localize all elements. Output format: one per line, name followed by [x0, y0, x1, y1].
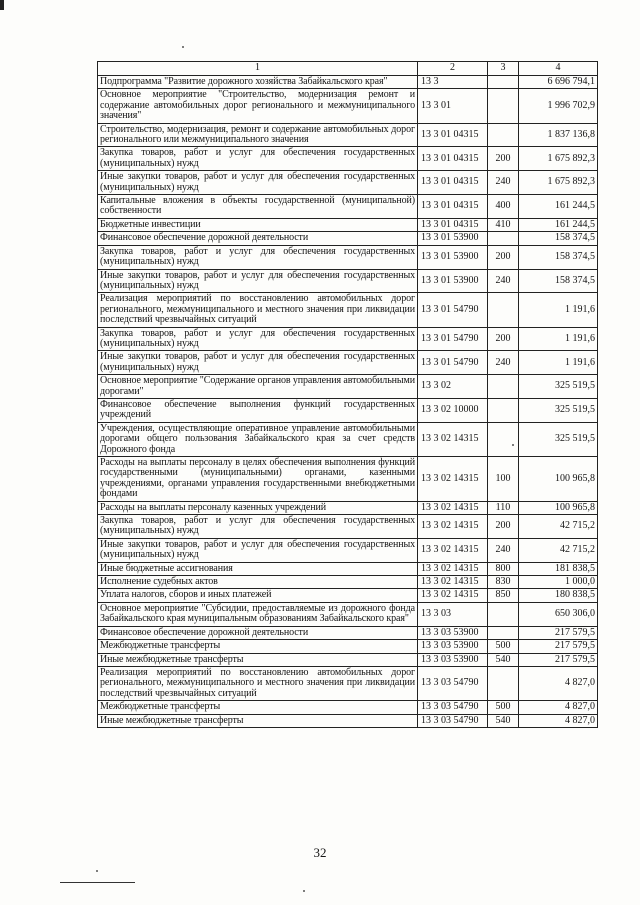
row-amount-cell: 180 838,5 — [519, 589, 598, 602]
row-code-cell: 13 3 02 14315 — [418, 457, 488, 502]
table-row — [98, 589, 598, 602]
row-code-cell: 13 3 03 53900 — [418, 640, 488, 653]
row-expense-type-cell: 500 — [488, 640, 519, 653]
row-amount-cell: 1 191,6 — [519, 327, 598, 351]
row-name-cell: Иные закупки товаров, работ и услуг для обеспечения государственных (муниципальных) нужд — [98, 351, 418, 375]
scan-speck — [303, 890, 305, 892]
header-col-1: 1 — [98, 62, 418, 76]
row-name-cell: Иные бюджетные ассигнования — [98, 562, 418, 575]
header-col-4: 4 — [519, 62, 598, 76]
row-code-cell: 13 3 01 53900 — [418, 269, 488, 293]
row-expense-type-cell — [488, 398, 519, 422]
table-row — [98, 666, 598, 700]
row-code-cell: 13 3 01 54790 — [418, 327, 488, 351]
row-expense-type-cell: 240 — [488, 269, 519, 293]
row-expense-type-cell — [488, 602, 519, 626]
row-name-cell: Закупка товаров, работ и услуг для обеспечения государственных (муниципальных) нужд — [98, 327, 418, 351]
table-row — [98, 245, 598, 269]
row-expense-type-cell: 240 — [488, 538, 519, 562]
row-amount-cell: 100 965,8 — [519, 457, 598, 502]
table-row — [98, 538, 598, 562]
row-amount-cell: 161 244,5 — [519, 218, 598, 231]
row-name-cell: Расходы на выплаты персоналу казенных учреждений — [98, 501, 418, 514]
row-amount-cell: 1 837 136,8 — [519, 123, 598, 147]
table-row — [98, 76, 598, 89]
row-amount-cell: 217 579,5 — [519, 653, 598, 666]
row-code-cell: 13 3 01 04315 — [418, 195, 488, 219]
row-amount-cell: 158 374,5 — [519, 269, 598, 293]
row-name-cell: Межбюджетные трансферты — [98, 640, 418, 653]
table-row — [98, 195, 598, 219]
row-expense-type-cell: 540 — [488, 714, 519, 727]
table-row — [98, 457, 598, 502]
table-row — [98, 653, 598, 666]
row-amount-cell: 4 827,0 — [519, 714, 598, 727]
table-row — [98, 701, 598, 714]
row-amount-cell: 1 675 892,3 — [519, 147, 598, 171]
row-amount-cell: 325 519,5 — [519, 398, 598, 422]
row-name-cell: Финансовое обеспечение дорожной деятельности — [98, 232, 418, 245]
row-amount-cell: 1 675 892,3 — [519, 171, 598, 195]
row-amount-cell: 100 965,8 — [519, 501, 598, 514]
table-row — [98, 327, 598, 351]
row-expense-type-cell: 200 — [488, 515, 519, 539]
table-row — [98, 626, 598, 639]
table-row — [98, 398, 598, 422]
footnote-separator — [60, 882, 135, 883]
table-row — [98, 293, 598, 327]
header-col-3: 3 — [488, 62, 519, 76]
row-code-cell: 13 3 01 53900 — [418, 245, 488, 269]
row-expense-type-cell: 850 — [488, 589, 519, 602]
row-expense-type-cell — [488, 293, 519, 327]
table-row — [98, 515, 598, 539]
row-expense-type-cell: 200 — [488, 147, 519, 171]
row-code-cell: 13 3 03 — [418, 602, 488, 626]
row-name-cell: Расходы на выплаты персоналу в целях обеспечения выполнения функций государственными (муниципальными) органами, казенными учреждениями, органами управления государственными внебюджетными фондами — [98, 457, 418, 502]
row-name-cell: Основное мероприятие "Содержание органов управления автомобильными дорогами" — [98, 375, 418, 399]
table-row — [98, 562, 598, 575]
row-code-cell: 13 3 01 04315 — [418, 123, 488, 147]
table-row — [98, 640, 598, 653]
row-expense-type-cell — [488, 626, 519, 639]
row-name-cell: Основное мероприятие "Субсидии, предоставляемые из дорожного фонда Забайкальского края муниципальным образованиям Забайкальского края" — [98, 602, 418, 626]
table-row — [98, 232, 598, 245]
row-amount-cell: 4 827,0 — [519, 701, 598, 714]
row-amount-cell: 6 696 794,1 — [519, 76, 598, 89]
row-code-cell: 13 3 03 54790 — [418, 701, 488, 714]
page-number: 32 — [313, 845, 327, 860]
table-row — [98, 602, 598, 626]
row-code-cell: 13 3 01 04315 — [418, 218, 488, 231]
row-code-cell: 13 3 03 53900 — [418, 653, 488, 666]
row-expense-type-cell — [488, 123, 519, 147]
row-name-cell: Иные закупки товаров, работ и услуг для обеспечения государственных (муниципальных) нужд — [98, 538, 418, 562]
table-row — [98, 422, 598, 456]
row-name-cell: Закупка товаров, работ и услуг для обеспечения государственных (муниципальных) нужд — [98, 515, 418, 539]
row-expense-type-cell: 110 — [488, 501, 519, 514]
row-name-cell: Реализация мероприятий по восстановлению автомобильных дорог регионального, межмуниципального и местного значения при ликвидации последствий чрезвычайных ситуаций — [98, 293, 418, 327]
row-name-cell: Межбюджетные трансферты — [98, 701, 418, 714]
row-amount-cell: 1 996 702,9 — [519, 89, 598, 123]
row-name-cell: Финансовое обеспечение выполнения функций государственных учреждений — [98, 398, 418, 422]
row-expense-type-cell — [488, 666, 519, 700]
row-code-cell: 13 3 02 14315 — [418, 422, 488, 456]
row-name-cell: Исполнение судебных актов — [98, 576, 418, 589]
row-code-cell: 13 3 02 14315 — [418, 589, 488, 602]
row-expense-type-cell: 540 — [488, 653, 519, 666]
row-code-cell: 13 3 02 14315 — [418, 515, 488, 539]
row-expense-type-cell: 500 — [488, 701, 519, 714]
row-code-cell: 13 3 02 14315 — [418, 501, 488, 514]
row-name-cell: Реализация мероприятий по восстановлению автомобильных дорог регионального, межмуниципального и местного значения при ликвидации последствий чрезвычайных ситуаций — [98, 666, 418, 700]
row-expense-type-cell: 200 — [488, 327, 519, 351]
row-amount-cell: 158 374,5 — [519, 245, 598, 269]
row-name-cell: Финансовое обеспечение дорожной деятельности — [98, 626, 418, 639]
row-expense-type-cell: 800 — [488, 562, 519, 575]
row-code-cell: 13 3 02 10000 — [418, 398, 488, 422]
table-row — [98, 501, 598, 514]
row-amount-cell: 42 715,2 — [519, 538, 598, 562]
row-code-cell: 13 3 02 14315 — [418, 538, 488, 562]
table-header — [98, 62, 598, 76]
scan-corner-mark — [0, 0, 4, 10]
row-amount-cell: 325 519,5 — [519, 375, 598, 399]
row-name-cell: Закупка товаров, работ и услуг для обеспечения государственных (муниципальных) нужд — [98, 245, 418, 269]
row-name-cell: Иные межбюджетные трансферты — [98, 653, 418, 666]
row-amount-cell: 158 374,5 — [519, 232, 598, 245]
row-expense-type-cell: 200 — [488, 245, 519, 269]
row-amount-cell: 217 579,5 — [519, 640, 598, 653]
row-expense-type-cell: 400 — [488, 195, 519, 219]
row-name-cell: Бюджетные инвестиции — [98, 218, 418, 231]
row-code-cell: 13 3 02 — [418, 375, 488, 399]
row-name-cell: Строительство, модернизация, ремонт и содержание автомобильных дорог регионального или межмуниципального значения — [98, 123, 418, 147]
scan-speck — [182, 46, 184, 48]
row-code-cell: 13 3 02 14315 — [418, 576, 488, 589]
table-row — [98, 171, 598, 195]
table-body — [98, 76, 598, 728]
row-expense-type-cell — [488, 76, 519, 89]
row-name-cell: Закупка товаров, работ и услуг для обеспечения государственных (муниципальных) нужд — [98, 147, 418, 171]
row-expense-type-cell: 240 — [488, 171, 519, 195]
budget-table — [97, 61, 598, 728]
row-expense-type-cell: 100 — [488, 457, 519, 502]
row-code-cell: 13 3 01 54790 — [418, 293, 488, 327]
row-name-cell: Иные закупки товаров, работ и услуг для обеспечения государственных (муниципальных) нужд — [98, 171, 418, 195]
table-row — [98, 714, 598, 727]
row-expense-type-cell — [488, 422, 519, 456]
row-expense-type-cell — [488, 89, 519, 123]
row-code-cell: 13 3 01 04315 — [418, 171, 488, 195]
table-row — [98, 218, 598, 231]
row-code-cell: 13 3 01 53900 — [418, 232, 488, 245]
row-amount-cell: 325 519,5 — [519, 422, 598, 456]
row-name-cell: Иные закупки товаров, работ и услуг для обеспечения государственных (муниципальных) нужд — [98, 269, 418, 293]
row-code-cell: 13 3 — [418, 76, 488, 89]
table-row — [98, 89, 598, 123]
row-expense-type-cell: 830 — [488, 576, 519, 589]
row-name-cell: Иные межбюджетные трансферты — [98, 714, 418, 727]
row-name-cell: Учреждения, осуществляющие оперативное управление автомобильными дорогами общего пользования Забайкальского края за счет средств Дорожного фонда — [98, 422, 418, 456]
row-expense-type-cell: 240 — [488, 351, 519, 375]
header-row — [98, 62, 598, 76]
row-amount-cell: 1 191,6 — [519, 293, 598, 327]
row-name-cell: Основное мероприятие "Строительство, модернизация ремонт и содержание автомобильных дорог регионального и межмуниципального значения" — [98, 89, 418, 123]
table-row — [98, 576, 598, 589]
table-row — [98, 351, 598, 375]
row-code-cell: 13 3 03 54790 — [418, 666, 488, 700]
row-code-cell: 13 3 01 54790 — [418, 351, 488, 375]
table-row — [98, 269, 598, 293]
table-row — [98, 375, 598, 399]
row-expense-type-cell — [488, 232, 519, 245]
header-col-2: 2 — [418, 62, 488, 76]
row-name-cell: Подпрограмма "Развитие дорожного хозяйства Забайкальского края" — [98, 76, 418, 89]
row-expense-type-cell: 410 — [488, 218, 519, 231]
row-amount-cell: 1 191,6 — [519, 351, 598, 375]
row-expense-type-cell — [488, 375, 519, 399]
row-amount-cell: 42 715,2 — [519, 515, 598, 539]
row-amount-cell: 161 244,5 — [519, 195, 598, 219]
row-code-cell: 13 3 01 — [418, 89, 488, 123]
row-code-cell: 13 3 02 14315 — [418, 562, 488, 575]
row-name-cell: Уплата налогов, сборов и иных платежей — [98, 589, 418, 602]
row-amount-cell: 650 306,0 — [519, 602, 598, 626]
table-row — [98, 147, 598, 171]
table-row — [98, 123, 598, 147]
row-code-cell: 13 3 01 04315 — [418, 147, 488, 171]
row-name-cell: Капитальные вложения в объекты государственной (муниципальной) собственности — [98, 195, 418, 219]
row-amount-cell: 1 000,0 — [519, 576, 598, 589]
row-amount-cell: 217 579,5 — [519, 626, 598, 639]
row-code-cell: 13 3 03 53900 — [418, 626, 488, 639]
row-code-cell: 13 3 03 54790 — [418, 714, 488, 727]
row-amount-cell: 4 827,0 — [519, 666, 598, 700]
row-amount-cell: 181 838,5 — [519, 562, 598, 575]
scan-speck — [96, 870, 98, 872]
